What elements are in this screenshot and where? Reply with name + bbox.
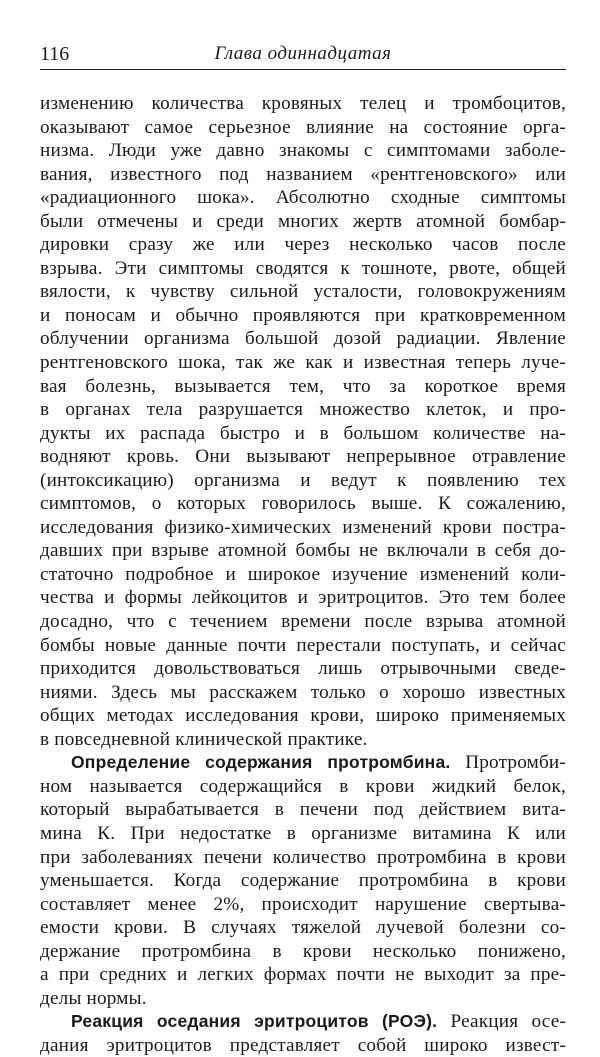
text-line: вая болезнь, вызывается тем, что за короткое время	[40, 375, 566, 397]
text-line: дания эритроцитов представляет собой широко извест-	[40, 1034, 566, 1056]
text-line: и поносам и обычно проявляются при кратковременном	[40, 304, 566, 326]
text-line: симптомов, о которых говорилось выше. К сожалению,	[40, 493, 566, 515]
text-line: делы нормы.	[40, 987, 147, 1009]
text-line: чества и формы лейкоцитов и эритроцитов. Это тем более	[40, 587, 566, 609]
text-line: «радиационного шока». Абсолютно сходные симптомы	[40, 187, 566, 209]
text-line: изменению количества кровяных телец и тромбоцитов,	[40, 93, 566, 114]
text-line: ниями. Здесь мы расскажем только о хорошо известных	[40, 681, 566, 703]
text-line: (интоксикацию) организма и ведут к появлению тех	[40, 469, 566, 491]
text-line: который вырабатывается в печени под действием вита-	[40, 799, 566, 821]
text-line: низма. Люди уже давно знакомы с симптомами заболе-	[40, 140, 566, 162]
text-line: а при средних и легких формах почти не выходит за пре-	[40, 964, 566, 986]
text-line: держание протромбина в крови несколько понижено,	[40, 940, 566, 962]
section-heading-line	[40, 1010, 566, 1034]
section-heading-line	[40, 751, 566, 775]
text-run: Реакция осе-	[437, 1011, 567, 1033]
text-line: мина К. При недостатке в организме витамина К или	[40, 822, 566, 844]
text-line: взрыва. Эти симптомы сводятся к тошноте, рвоте, общей	[40, 257, 566, 279]
text-line: досадно, что с течением времени после взрыва атомной	[40, 611, 566, 633]
text-run: Протромби-	[450, 752, 566, 774]
body-text	[40, 92, 566, 1057]
text-line: бомбы новые данные почти перестали поступать, и сейчас	[40, 634, 566, 656]
page-header	[40, 38, 566, 70]
text-line: составляет менее 2%, происходит нарушение свертыва-	[40, 893, 566, 915]
text-line: дукты их распада быстро и в большом количестве на-	[40, 422, 566, 444]
text-line: были отмечены и среди многих жертв атомной бомбар-	[40, 210, 566, 232]
text-line: емости крови. В случаях тяжелой лучевой болезни со-	[40, 917, 566, 939]
text-line: уменьшается. Когда содержание протромбина в крови	[40, 870, 566, 892]
text-line: исследования физико-химических изменений крови постра-	[40, 516, 566, 538]
text-line: давших при взрыве атомной бомбы не включали в себя до-	[40, 540, 566, 562]
text-line: общих методах исследования крови, широко применяемых	[40, 705, 566, 727]
text-line: ном называется содержащийся в крови жидкий белок,	[40, 775, 566, 797]
text-line: в органах тела разрушается множество клеток, и про-	[40, 399, 566, 421]
text-line: водняют кровь. Они вызывают непрерывное отравление	[40, 446, 566, 468]
text-line: в повседневной клинической практике.	[40, 728, 368, 750]
text-line: дировки сразу же или через несколько часов после	[40, 234, 566, 256]
text-line: рентгеновского шока, так же как и известная теперь луче-	[40, 352, 566, 374]
section-heading: Реакция оседания эритроцитов (РОЭ).	[71, 1011, 438, 1032]
text-line: вания, известного под названием «рентгеновского» или	[40, 163, 566, 185]
running-title: Глава одиннадцатая	[214, 43, 392, 64]
text-line: при заболеваниях печени количество протромбина в крови	[40, 846, 566, 868]
text-line: приходится довольствоваться лишь отрывочными сведе-	[40, 658, 566, 680]
text-line: вялости, к чувству сильной усталости, головокружениям	[40, 281, 566, 303]
header-rule	[40, 69, 566, 70]
text-line: оказывают самое серьезное влияние на состояние орга-	[40, 116, 566, 138]
section-heading: Определение содержания протромбина.	[71, 752, 451, 773]
text-line: статочно подробное и широкое изучение изменений коли-	[40, 563, 566, 585]
text-line: облучении организма большой дозой радиации. Явление	[40, 328, 566, 350]
page-number: 116	[40, 43, 70, 65]
